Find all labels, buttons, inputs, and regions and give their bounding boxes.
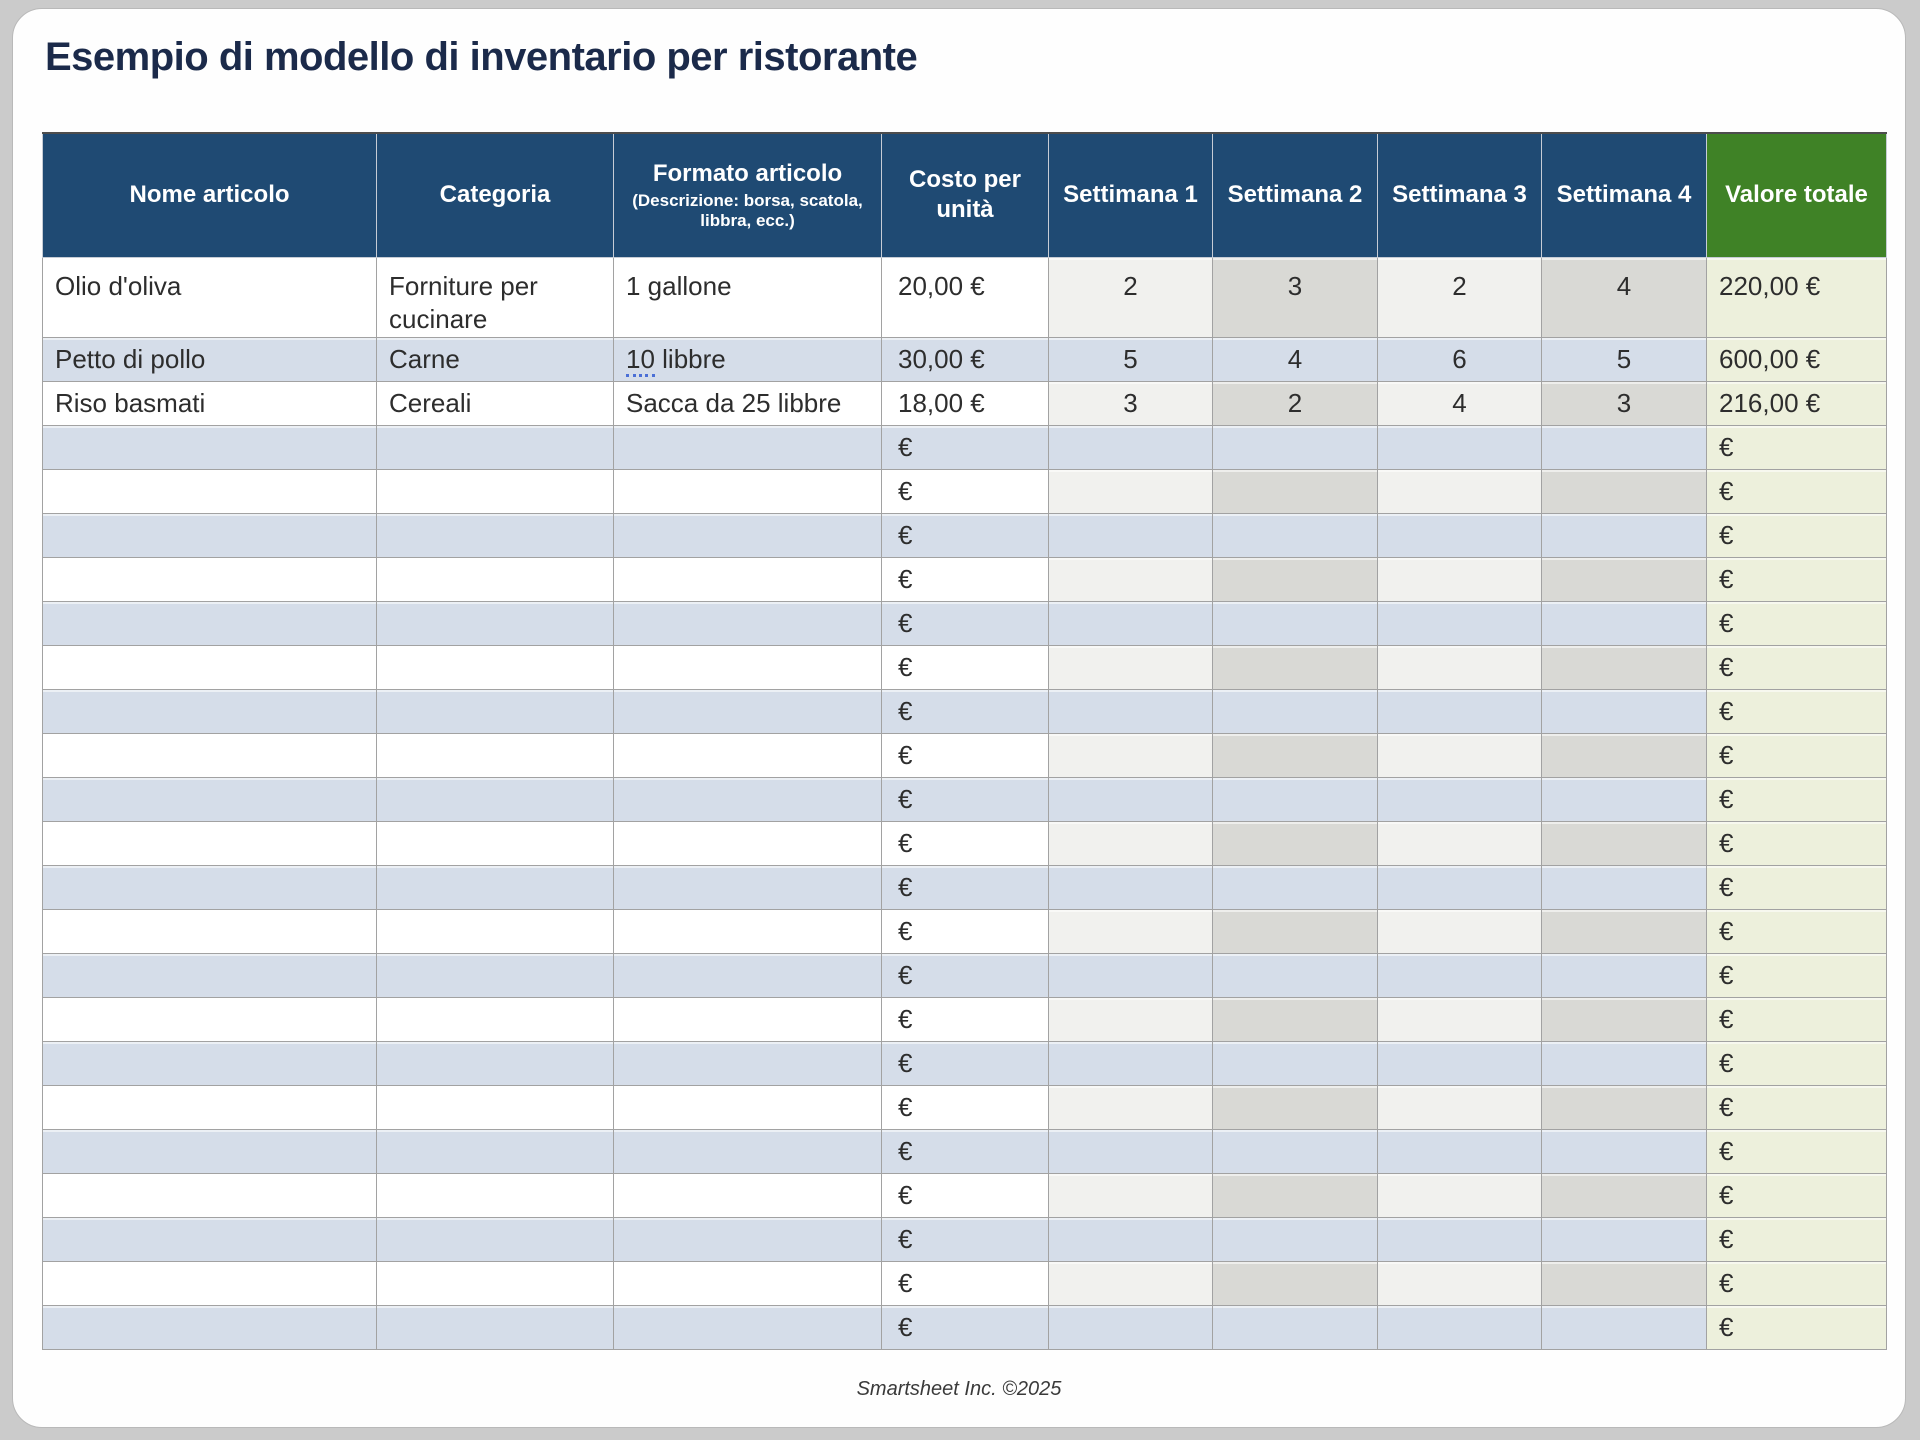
cell-categoria[interactable]: Cereali [377,382,614,426]
cell-s1[interactable] [1049,1306,1213,1350]
cell-nome[interactable] [43,558,377,602]
cell-valore[interactable]: € [1707,558,1887,602]
table-row [43,1306,1887,1350]
cell-s4[interactable] [1542,734,1707,778]
table-row [43,646,1887,690]
table-row [43,514,1887,558]
table-row [43,822,1887,866]
cell-s2[interactable] [1213,1086,1378,1130]
table-row [43,602,1887,646]
cell-s1[interactable] [1049,998,1213,1042]
cell-formato[interactable]: 10 libbre [614,338,882,382]
header-settimana-4[interactable]: Settimana 4 [1542,133,1707,257]
cell-categoria[interactable] [377,1218,614,1262]
footer-credit: Smartsheet Inc. ©2025 [856,1378,1062,1400]
cell-formato[interactable] [614,602,882,646]
cell-costo[interactable]: € [882,514,1049,558]
table-row [43,257,1887,338]
cell-nome[interactable] [43,1130,377,1174]
cell-formato[interactable] [614,734,882,778]
cell-s4[interactable] [1542,558,1707,602]
cell-s3[interactable] [1378,734,1542,778]
cell-s3[interactable] [1378,1130,1542,1174]
cell-s3[interactable] [1378,514,1542,558]
cell-s3[interactable] [1378,1042,1542,1086]
cell-costo[interactable]: € [882,910,1049,954]
cell-formato[interactable] [614,822,882,866]
table-row [43,778,1887,822]
cell-s3[interactable]: 2 [1378,257,1542,338]
cell-s2[interactable] [1213,998,1378,1042]
cell-formato[interactable] [614,1262,882,1306]
cell-s4[interactable] [1542,1262,1707,1306]
page-title: Esempio di modello di inventario per ristorante [45,35,918,79]
cell-s3[interactable] [1378,822,1542,866]
cell-s1[interactable] [1049,514,1213,558]
cell-s1[interactable] [1049,1086,1213,1130]
cell-nome[interactable] [43,602,377,646]
cell-costo[interactable]: € [882,1130,1049,1174]
cell-s2[interactable] [1213,954,1378,998]
cell-valore[interactable]: € [1707,602,1887,646]
cell-formato[interactable] [614,866,882,910]
cell-nome[interactable] [43,954,377,998]
cell-categoria[interactable] [377,1130,614,1174]
cell-nome[interactable] [43,514,377,558]
cell-costo[interactable]: 18,00 € [882,382,1049,426]
cell-s3[interactable] [1378,998,1542,1042]
cell-costo[interactable]: € [882,690,1049,734]
table-row [43,558,1887,602]
cell-nome[interactable] [43,866,377,910]
cell-s3[interactable] [1378,470,1542,514]
cell-categoria[interactable] [377,646,614,690]
cell-s2[interactable] [1213,1218,1378,1262]
cell-costo[interactable]: € [882,998,1049,1042]
cell-s1[interactable] [1049,426,1213,470]
cell-costo[interactable]: € [882,646,1049,690]
cell-valore[interactable]: € [1707,1174,1887,1218]
cell-costo[interactable]: € [882,470,1049,514]
cell-costo[interactable]: € [882,1306,1049,1350]
cell-s1[interactable] [1049,822,1213,866]
header-row [43,133,1887,257]
cell-nome[interactable] [43,778,377,822]
cell-formato[interactable]: Sacca da 25 libbre [614,382,882,426]
cell-categoria[interactable] [377,954,614,998]
cell-s4[interactable] [1542,690,1707,734]
header-categoria[interactable]: Categoria [377,133,614,257]
cell-formato[interactable] [614,514,882,558]
header-valore-totale[interactable]: Valore totale [1707,133,1887,257]
cell-formato[interactable] [614,1218,882,1262]
cell-s4[interactable] [1542,910,1707,954]
table-row [43,1218,1887,1262]
cell-nome[interactable] [43,1086,377,1130]
table-row [43,954,1887,998]
cell-s2[interactable]: 2 [1213,382,1378,426]
table-row [43,1086,1887,1130]
cell-costo[interactable]: € [882,1086,1049,1130]
cell-s1[interactable]: 3 [1049,382,1213,426]
cell-s1[interactable]: 2 [1049,257,1213,338]
header-settimana-2[interactable]: Settimana 2 [1213,133,1378,257]
cell-valore[interactable]: € [1707,1262,1887,1306]
cell-categoria[interactable] [377,1086,614,1130]
table-row [43,998,1887,1042]
cell-s3[interactable] [1378,778,1542,822]
cell-s1[interactable] [1049,690,1213,734]
cell-s4[interactable]: 4 [1542,257,1707,338]
cell-formato[interactable] [614,998,882,1042]
cell-s3[interactable] [1378,1174,1542,1218]
cell-s4[interactable] [1542,778,1707,822]
cell-categoria[interactable]: Forniture per cucinare [377,257,614,338]
cell-nome[interactable] [43,734,377,778]
cell-s2[interactable] [1213,1306,1378,1350]
cell-valore[interactable]: 216,00 € [1707,382,1887,426]
cell-valore[interactable]: € [1707,734,1887,778]
cell-costo[interactable]: € [882,1174,1049,1218]
cell-s3[interactable]: 4 [1378,382,1542,426]
cell-valore[interactable]: € [1707,954,1887,998]
table-row [43,866,1887,910]
cell-s3[interactable] [1378,1306,1542,1350]
cell-s3[interactable] [1378,1218,1542,1262]
cell-nome[interactable] [43,1174,377,1218]
cell-valore[interactable]: € [1707,778,1887,822]
cell-costo[interactable]: € [882,558,1049,602]
cell-valore[interactable]: € [1707,866,1887,910]
cell-costo[interactable]: € [882,954,1049,998]
cell-s4[interactable] [1542,1306,1707,1350]
cell-s4[interactable] [1542,602,1707,646]
cell-s2[interactable] [1213,426,1378,470]
cell-costo[interactable]: 30,00 € [882,338,1049,382]
cell-nome[interactable] [43,646,377,690]
cell-formato[interactable] [614,646,882,690]
cell-categoria[interactable] [377,514,614,558]
cell-formato[interactable] [614,558,882,602]
cell-categoria[interactable] [377,866,614,910]
cell-s2[interactable] [1213,1042,1378,1086]
table-row [43,382,1887,426]
cell-s3[interactable] [1378,1086,1542,1130]
cell-categoria[interactable] [377,734,614,778]
table-row [43,1042,1887,1086]
cell-formato[interactable] [614,778,882,822]
table-row [43,1174,1887,1218]
cell-valore[interactable]: € [1707,1086,1887,1130]
cell-s4[interactable] [1542,866,1707,910]
cell-s3[interactable] [1378,602,1542,646]
cell-valore[interactable]: 220,00 € [1707,257,1887,338]
cell-s1[interactable] [1049,1262,1213,1306]
cell-nome[interactable] [43,690,377,734]
cell-s1[interactable] [1049,1218,1213,1262]
cell-categoria[interactable] [377,470,614,514]
cell-costo[interactable]: € [882,734,1049,778]
cell-valore[interactable]: € [1707,690,1887,734]
cell-formato[interactable] [614,1086,882,1130]
template-card [12,8,1906,1428]
table-row [43,910,1887,954]
cell-nome[interactable] [43,1262,377,1306]
cell-categoria[interactable] [377,1306,614,1350]
cell-s3[interactable] [1378,1262,1542,1306]
cell-nome[interactable] [43,910,377,954]
table-row [43,470,1887,514]
cell-s1[interactable] [1049,954,1213,998]
cell-s2[interactable] [1213,646,1378,690]
cell-valore[interactable]: € [1707,910,1887,954]
cell-categoria[interactable]: Carne [377,338,614,382]
cell-valore[interactable]: € [1707,822,1887,866]
table-row [43,1130,1887,1174]
cell-formato[interactable] [614,1306,882,1350]
misspelled-word: 10 [626,344,655,377]
cell-s2[interactable]: 4 [1213,338,1378,382]
cell-valore[interactable]: 600,00 € [1707,338,1887,382]
cell-s4[interactable] [1542,954,1707,998]
cell-s4[interactable] [1542,1042,1707,1086]
cell-s1[interactable]: 5 [1049,338,1213,382]
cell-s4[interactable] [1542,646,1707,690]
header-formato-sublabel: (Descrizione: borsa, scatola, libbra, ecc.) [632,190,863,231]
cell-s3[interactable] [1378,690,1542,734]
cell-nome[interactable]: Riso basmati [43,382,377,426]
cell-nome[interactable] [43,1042,377,1086]
header-costo-per-unita[interactable]: Costo per unità [882,133,1049,257]
cell-s1[interactable] [1049,1042,1213,1086]
cell-s4[interactable] [1542,998,1707,1042]
cell-s2[interactable] [1213,734,1378,778]
cell-nome[interactable]: Petto di pollo [43,338,377,382]
table-row [43,690,1887,734]
cell-categoria[interactable] [377,1174,614,1218]
cell-costo[interactable]: € [882,602,1049,646]
cell-costo[interactable]: € [882,778,1049,822]
table-row [43,426,1887,470]
cell-s1[interactable] [1049,470,1213,514]
cell-s3[interactable] [1378,866,1542,910]
cell-valore[interactable]: € [1707,646,1887,690]
cell-s2[interactable] [1213,1130,1378,1174]
inventory-table [42,132,1887,1350]
cell-valore[interactable]: € [1707,1130,1887,1174]
cell-s4[interactable] [1542,1086,1707,1130]
cell-categoria[interactable] [377,426,614,470]
cell-s2[interactable] [1213,910,1378,954]
cell-s2[interactable] [1213,1262,1378,1306]
cell-categoria[interactable] [377,602,614,646]
cell-categoria[interactable] [377,558,614,602]
cell-categoria[interactable] [377,822,614,866]
header-formato-label: Formato articolo [652,159,843,187]
cell-formato[interactable] [614,910,882,954]
cell-formato[interactable] [614,1174,882,1218]
cell-formato[interactable] [614,470,882,514]
cell-s4[interactable] [1542,514,1707,558]
cell-costo[interactable]: € [882,1042,1049,1086]
table-row [43,734,1887,778]
header-nome-articolo[interactable]: Nome articolo [43,133,377,257]
cell-s1[interactable] [1049,778,1213,822]
header-formato-articolo[interactable] [614,133,882,257]
cell-s2[interactable] [1213,866,1378,910]
cell-formato[interactable] [614,690,882,734]
cell-nome[interactable] [43,426,377,470]
cell-s4[interactable] [1542,426,1707,470]
cell-s4[interactable] [1542,1218,1707,1262]
inventory-table-body [43,257,1887,1350]
table-row [43,338,1887,382]
cell-s3[interactable]: 6 [1378,338,1542,382]
cell-nome[interactable] [43,822,377,866]
cell-costo[interactable]: € [882,1262,1049,1306]
cell-nome[interactable] [43,1218,377,1262]
cell-valore[interactable]: € [1707,1218,1887,1262]
cell-s1[interactable] [1049,910,1213,954]
cell-categoria[interactable] [377,998,614,1042]
cell-costo[interactable]: 20,00 € [882,257,1049,338]
cell-s2[interactable] [1213,778,1378,822]
cell-s3[interactable] [1378,910,1542,954]
cell-formato[interactable] [614,1042,882,1086]
cell-valore[interactable]: € [1707,998,1887,1042]
cell-valore[interactable]: € [1707,1306,1887,1350]
cell-s2[interactable] [1213,470,1378,514]
header-settimana-3[interactable]: Settimana 3 [1378,133,1542,257]
cell-formato[interactable] [614,954,882,998]
cell-s2[interactable] [1213,558,1378,602]
cell-s2[interactable]: 3 [1213,257,1378,338]
cell-s2[interactable] [1213,602,1378,646]
cell-categoria[interactable] [377,690,614,734]
cell-s4[interactable] [1542,470,1707,514]
cell-s4[interactable] [1542,1130,1707,1174]
cell-categoria[interactable] [377,1262,614,1306]
cell-categoria[interactable] [377,1042,614,1086]
cell-valore[interactable]: € [1707,1042,1887,1086]
cell-s1[interactable] [1049,558,1213,602]
cell-s4[interactable] [1542,1174,1707,1218]
cell-categoria[interactable] [377,778,614,822]
cell-s1[interactable] [1049,734,1213,778]
cell-s4[interactable] [1542,822,1707,866]
cell-s3[interactable] [1378,954,1542,998]
cell-s1[interactable] [1049,1174,1213,1218]
cell-s1[interactable] [1049,1130,1213,1174]
cell-formato[interactable] [614,1130,882,1174]
cell-s1[interactable] [1049,602,1213,646]
cell-nome[interactable] [43,470,377,514]
table-row [43,1262,1887,1306]
cell-s2[interactable] [1213,1174,1378,1218]
cell-valore[interactable]: € [1707,470,1887,514]
cell-formato[interactable] [614,426,882,470]
cell-costo[interactable]: € [882,426,1049,470]
cell-valore[interactable]: € [1707,426,1887,470]
cell-s3[interactable] [1378,558,1542,602]
cell-s2[interactable] [1213,822,1378,866]
cell-nome[interactable]: Olio d'oliva [43,257,377,338]
cell-s3[interactable] [1378,646,1542,690]
cell-costo[interactable]: € [882,866,1049,910]
header-settimana-1[interactable]: Settimana 1 [1049,133,1213,257]
cell-nome[interactable] [43,1306,377,1350]
cell-s3[interactable] [1378,426,1542,470]
cell-categoria[interactable] [377,910,614,954]
cell-s2[interactable] [1213,690,1378,734]
cell-s1[interactable] [1049,866,1213,910]
cell-s4[interactable]: 5 [1542,338,1707,382]
cell-costo[interactable]: € [882,1218,1049,1262]
cell-formato[interactable]: 1 gallone [614,257,882,338]
cell-s2[interactable] [1213,514,1378,558]
cell-nome[interactable] [43,998,377,1042]
cell-s4[interactable]: 3 [1542,382,1707,426]
cell-valore[interactable]: € [1707,514,1887,558]
cell-s1[interactable] [1049,646,1213,690]
cell-costo[interactable]: € [882,822,1049,866]
